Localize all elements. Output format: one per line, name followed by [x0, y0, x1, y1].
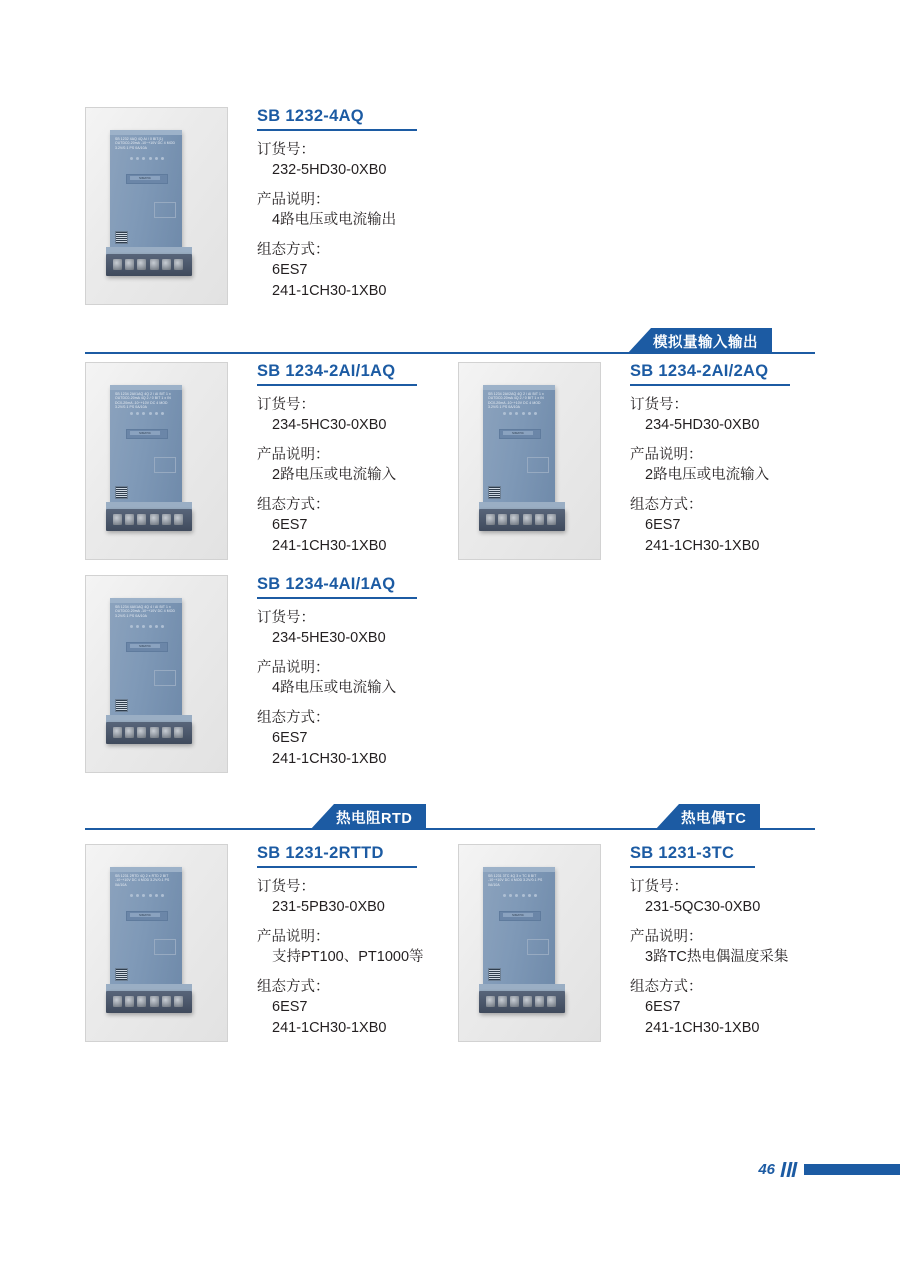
field-config [630, 977, 880, 1039]
module-top-fin [110, 130, 182, 135]
field-value: 6ES7 [272, 998, 308, 1015]
field-config [630, 495, 880, 557]
module-top-fin [110, 598, 182, 603]
module-graphic [483, 385, 555, 513]
module-label-text: SB 1232 4AQ 4Q AI / 0 BIT(1) OUTDC0-20mA -10~+10V DC 4 MOD 3.2V/0.1 PS 0A/10A [115, 137, 175, 150]
product-info [630, 844, 880, 1039]
field-value: 231-5QC30-0XB0 [645, 898, 761, 915]
field-label: 订货号： [257, 609, 315, 626]
module-graphic [483, 867, 555, 995]
module-base [106, 254, 192, 276]
module-qr-code [488, 486, 501, 499]
field-description [257, 190, 507, 231]
field-value: 241-1CH30-1XB0 [645, 537, 760, 554]
banner-wedge [627, 328, 651, 354]
module-leds [130, 625, 164, 629]
module-top-fin [110, 867, 182, 872]
field-value: 支持PT100、PT1000等 [272, 948, 424, 965]
banner-label: 热电阻RTD [334, 804, 426, 830]
module-top-fin [483, 867, 555, 872]
field-label: 产品说明： [257, 446, 330, 463]
footer-bars-icon [782, 1162, 796, 1177]
field-label: 订货号： [630, 396, 688, 413]
section-banner-analog-io [627, 328, 772, 354]
footer-bar [804, 1164, 900, 1175]
title-underline [630, 866, 755, 868]
field-value: 241-1CH30-1XB0 [272, 282, 387, 299]
section-banner-rtd [310, 804, 426, 830]
page-number: 46 [758, 1160, 775, 1178]
field-value: 6ES7 [272, 516, 308, 533]
field-label: 组态方式： [257, 978, 330, 995]
field-order-no [630, 877, 880, 918]
field-value: 6ES7 [645, 516, 681, 533]
module-qr-code [115, 968, 128, 981]
module-label-text: SB 1234 4AI/1AQ 4Q 4 / AI BIT 1 x OUTDC0-20mA -10~+10V DC 4 MOD 3.2V/0.1 PS 0A/10A [115, 605, 175, 618]
field-value: 6ES7 [272, 729, 308, 746]
module-screws [113, 259, 183, 271]
module-display-inner: SIMATIC [130, 431, 160, 435]
field-value: 241-1CH30-1XB0 [272, 750, 387, 767]
field-label: 产品说明： [257, 191, 330, 208]
title-underline [257, 129, 417, 131]
product-title: SB 1234-4AI/1AQ [257, 575, 396, 593]
module-top-fin [110, 385, 182, 390]
field-value: 4路电压或电流输入 [272, 679, 397, 696]
field-label: 订货号： [630, 878, 688, 895]
module-display-inner: SIMATIC [130, 176, 160, 180]
field-value: 241-1CH30-1XB0 [272, 1019, 387, 1036]
module-leds [130, 412, 164, 416]
module-leds [503, 412, 537, 416]
product-title: SB 1234-2AI/2AQ [630, 362, 769, 380]
module-top-fin [483, 385, 555, 390]
field-config [257, 240, 507, 302]
module-display-inner: SIMATIC [130, 913, 160, 917]
banner-wedge [310, 804, 334, 830]
module-display-inner: SIMATIC [130, 644, 160, 648]
field-label: 组态方式： [257, 241, 330, 258]
title-underline [630, 384, 790, 386]
field-label: 产品说明： [257, 928, 330, 945]
module-graphic [110, 130, 182, 258]
field-order-no [257, 608, 507, 649]
field-order-no [630, 395, 880, 436]
module-screws [486, 996, 556, 1008]
module-graphic [110, 385, 182, 513]
title-underline [257, 866, 417, 868]
module-qr-code [115, 699, 128, 712]
field-value: 241-1CH30-1XB0 [272, 537, 387, 554]
page-footer [758, 1160, 900, 1178]
section-rule [85, 828, 815, 830]
module-symbol [527, 457, 549, 473]
module-screws [486, 514, 556, 526]
module-display-inner: SIMATIC [503, 913, 533, 917]
field-label: 组态方式： [257, 496, 330, 513]
title-underline [257, 384, 417, 386]
product-info [257, 107, 507, 302]
module-qr-code [115, 486, 128, 499]
field-label: 产品说明： [630, 928, 703, 945]
field-label: 订货号： [257, 141, 315, 158]
module-base [479, 509, 565, 531]
module-symbol [527, 939, 549, 955]
product-title: SB 1231-2RTTD [257, 844, 384, 862]
field-description [630, 927, 880, 968]
section-banner-tc [655, 804, 760, 830]
module-label-text: SB 1231 3TC 4Q 3 x TC 8 BIT -10~+10V DC 4 MOD 3.2V/0.1 PS 0A/10A [488, 874, 543, 887]
product-image [85, 107, 228, 305]
field-label: 订货号： [257, 878, 315, 895]
module-graphic [110, 598, 182, 726]
field-value: 2路电压或电流输入 [272, 466, 397, 483]
field-value: 3路TC热电偶温度采集 [645, 948, 789, 965]
banner-wedge [655, 804, 679, 830]
field-label: 组态方式： [630, 496, 703, 513]
module-screws [113, 514, 183, 526]
banner-label: 模拟量输入输出 [651, 328, 772, 354]
product-title: SB 1231-3TC [630, 844, 735, 862]
field-value: 234-5HE30-0XB0 [272, 629, 386, 646]
product-title: SB 1232-4AQ [257, 107, 364, 125]
section-rule [85, 352, 815, 354]
field-label: 订货号： [257, 396, 315, 413]
module-symbol [154, 457, 176, 473]
module-base [479, 991, 565, 1013]
field-value: 241-1CH30-1XB0 [645, 1019, 760, 1036]
module-label-text: SB 1234 2AI/2AQ 4Q 2 / AI BIT 1 x OUTDC0-20mA 4Q 2 / 0 BIT 1 x IN DC0-20mA -10~+10V DC 4 MOD 3.2V/0.1 PS 0A/10A [488, 392, 544, 409]
field-order-no [257, 140, 507, 181]
module-symbol [154, 939, 176, 955]
banner-label: 热电偶TC [679, 804, 760, 830]
field-description [630, 445, 880, 486]
module-qr-code [115, 231, 128, 244]
field-value: 234-5HC30-0XB0 [272, 416, 387, 433]
field-value: 2路电压或电流输入 [645, 466, 770, 483]
module-leds [130, 894, 164, 898]
field-label: 产品说明： [257, 659, 330, 676]
field-label: 产品说明： [630, 446, 703, 463]
product-info [630, 362, 880, 557]
product-image [85, 575, 228, 773]
product-image [458, 362, 601, 560]
module-base [106, 991, 192, 1013]
module-display-inner: SIMATIC [503, 431, 533, 435]
field-value: 6ES7 [272, 261, 308, 278]
product-image [85, 362, 228, 560]
field-value: 4路电压或电流输出 [272, 211, 397, 228]
field-value: 234-5HD30-0XB0 [645, 416, 760, 433]
module-symbol [154, 202, 176, 218]
module-label-text: SB 1234 2AI/1AQ 4Q 2 / AI BIT 1 x OUTDC0-20mA 4Q 2 / 0 BIT 1 x IN DC0-20mA -10~+10V DC 4 MOD 3.2V/0.1 PS 0A/10A [115, 392, 171, 409]
title-underline [257, 597, 417, 599]
field-description [257, 658, 507, 699]
module-leds [503, 894, 537, 898]
field-label: 组态方式： [630, 978, 703, 995]
module-screws [113, 996, 183, 1008]
module-qr-code [488, 968, 501, 981]
field-config [257, 708, 507, 770]
product-image [458, 844, 601, 1042]
field-value: 231-5PB30-0XB0 [272, 898, 385, 915]
product-info [257, 575, 507, 770]
field-label: 组态方式： [257, 709, 330, 726]
module-symbol [154, 670, 176, 686]
module-label-text: SB 1231 2RTD 4Q 2 x RTD 2 BIT -10~+10V DC 4 MOD 3.2V/0.1 PS 0A/10A [115, 874, 170, 887]
module-base [106, 509, 192, 531]
field-value: 6ES7 [645, 998, 681, 1015]
module-leds [130, 157, 164, 161]
module-screws [113, 727, 183, 739]
module-graphic [110, 867, 182, 995]
module-base [106, 722, 192, 744]
field-value: 232-5HD30-0XB0 [272, 161, 387, 178]
product-title: SB 1234-2AI/1AQ [257, 362, 396, 380]
product-image [85, 844, 228, 1042]
